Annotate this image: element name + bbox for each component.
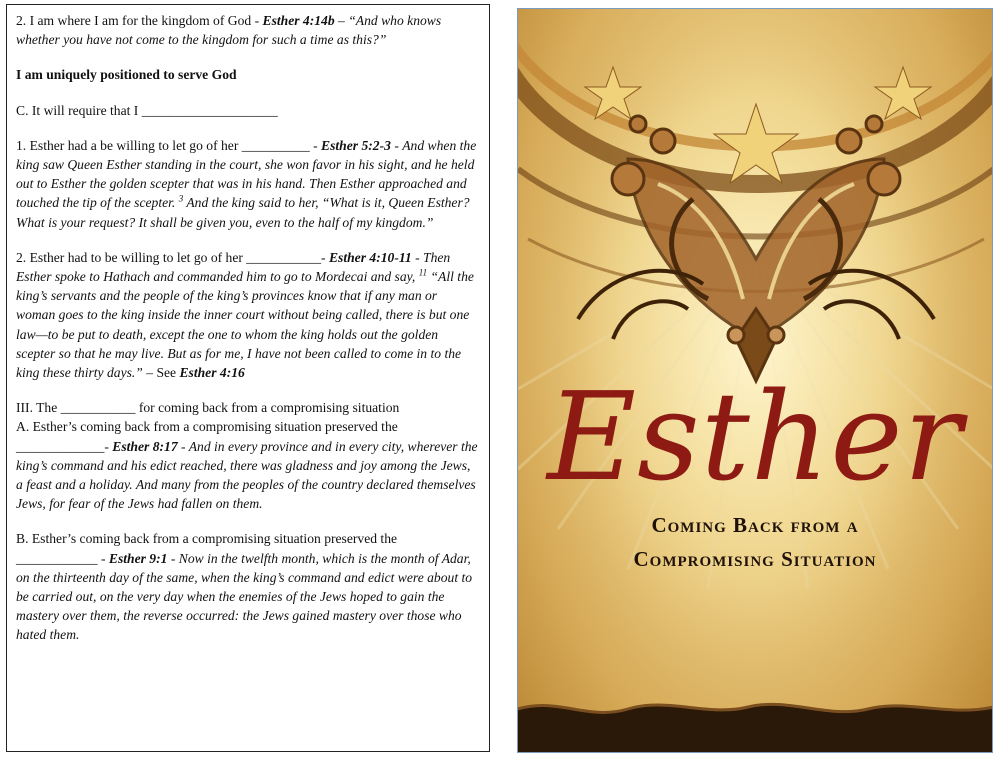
notes-point-c: C. It will require that I ____________________ [16, 102, 278, 118]
scripture-ref: Esther 4:16 [179, 365, 245, 381]
point-text: 1. Esther had a be willing to let go of her __________ - [16, 137, 322, 153]
sermon-cover [517, 8, 993, 753]
notes-point-c1 [16, 136, 479, 232]
notes-point-c2 [16, 248, 479, 382]
see-label: – See [142, 365, 180, 381]
point-heading: III. The ___________ for coming back from a compromising situation [16, 400, 400, 416]
point-text: A. Esther’s coming back from a compromising situation preserved the _____________- [16, 419, 398, 454]
cover-subtitle-line2: Compromising Situation [633, 547, 877, 571]
scripture-quote: - And in every province and in every city, wherever the king’s command and his edict reached, there was gladness and joy among the Jews, a feast and a holiday. And many from the peoples of the country declared themselves Jews, for fear of the Jews had fallen on them. [16, 438, 478, 512]
point-text: 2. Esther had to be willing to let go of her ___________- [16, 249, 329, 265]
scripture-ref: Esther 4:10-11 [328, 249, 412, 265]
verse-number: 3 [178, 193, 184, 204]
scripture-quote: “And who knows whether you have not come to the kingdom for such a time as this?” [16, 13, 442, 48]
point-text: 2. I am where I am for the kingdom of God - [16, 13, 263, 28]
notes-emphasis: I am uniquely positioned to serve God [16, 67, 237, 83]
scripture-quote: - Then Esther spoke to Hathach and commanded him to go to Mordecai and say, [16, 249, 451, 285]
scripture-quote: And when the king saw Queen Esther standing in the court, she won favor in his sight, and he held out to Esther the golden scepter that was in his hand. Then Esther approached and touched the tip of the scepter. [16, 137, 477, 211]
notes-point-2 [16, 11, 479, 49]
scripture-ref: Esther 9:1 [108, 550, 168, 566]
scripture-ref: Esther 8:17 [112, 438, 178, 454]
notes-point-3 [16, 398, 479, 513]
scroll-torn-edge [518, 704, 993, 753]
sermon-notes-panel [6, 4, 490, 752]
scripture-ref: Esther 4:14b [262, 13, 335, 28]
notes-point-3b [16, 529, 479, 644]
scripture-ref: Esther 5:2-3 [321, 137, 391, 153]
scripture-quote: “All the king’s servants and the people of the king’s provinces know that if any man or woman goes to the king inside the inner court without being called, there is but one law—to be put to death, except the one to whom the king holds out the golden scepter so that he may live. But as for me, I have not been called to come in to the king these thirty days.” [16, 269, 474, 381]
separator: – [334, 13, 349, 28]
separator: - [390, 137, 403, 153]
scripture-quote: And the king said to her, “What is it, Queen Esther? What is your request? It shall be given you, even to the half of my kingdom.” [16, 195, 470, 230]
cover-title: Esther [547, 366, 963, 508]
verse-number: 11 [418, 267, 428, 278]
cover-subtitle-line1: Coming Back from a [651, 513, 859, 537]
scripture-quote: - Now in the twelfth month, which is the month of Adar, on the thirteenth day of the same, when the king’s command and edict were about to be carried out, on the very day when the enemies of the Jews hoped to gain the mastery over them, the reverse occurred: the Jews gained mastery over those who hated them. [16, 550, 473, 643]
point-text: B. Esther’s coming back from a compromising situation preserved the ____________ - [16, 531, 398, 566]
